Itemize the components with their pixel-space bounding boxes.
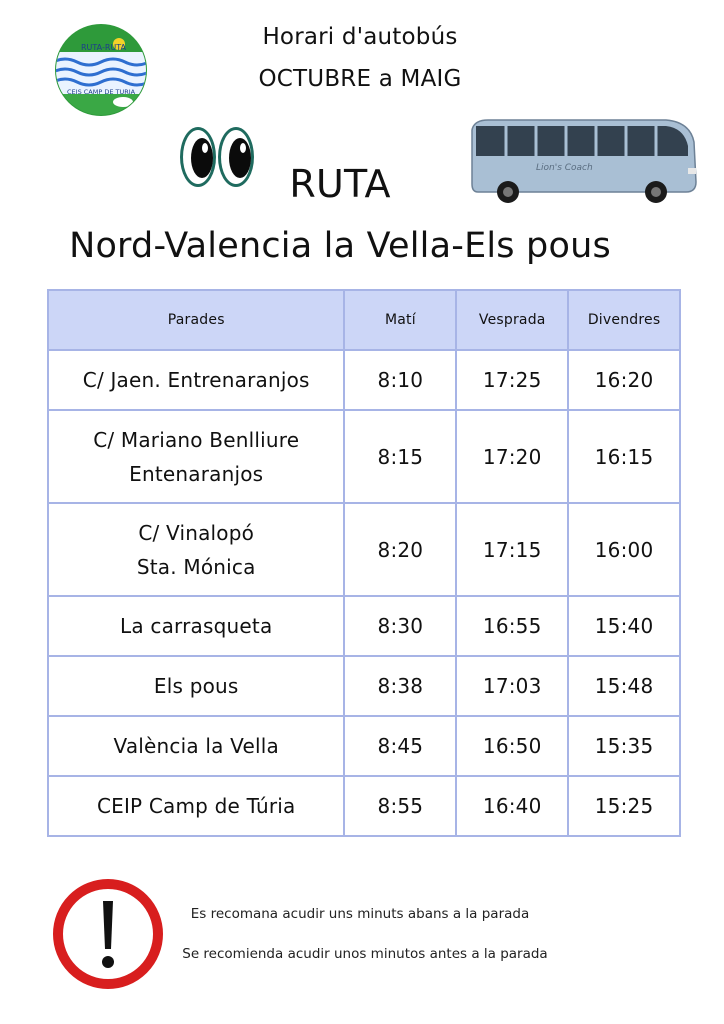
afternoon-time: 16:50 [456,716,568,776]
ruta-heading: RUTA [289,162,391,206]
table-row [48,776,680,836]
school-logo [53,22,149,118]
table-row [48,656,680,716]
friday-time: 15:48 [568,656,680,716]
friday-time: 16:15 [568,410,680,503]
table-row [48,350,680,410]
stop-name: C/ Vinalopó Sta. Mónica [48,503,344,596]
table-header-row [48,290,680,350]
friday-time: 15:40 [568,596,680,656]
morning-time: 8:20 [344,503,456,596]
header-afternoon: Vesprada [456,290,568,350]
friday-time: 16:00 [568,503,680,596]
table-row [48,503,680,596]
stop-name: La carrasqueta [48,596,344,656]
morning-time: 8:45 [344,716,456,776]
bus-brand-text: Lion's Coach [536,163,593,173]
note-valencian: Es recomana acudir uns minuts abans a la parada [190,906,530,922]
afternoon-time: 17:03 [456,656,568,716]
stop-name: C/ Mariano Benlliure Entenaranjos [48,410,344,503]
logo-top-text: RUTA-RUTA [81,43,127,52]
morning-time: 8:55 [344,776,456,836]
logo-bottom-text: CEIS CAMP DE TURIA [67,88,136,96]
stop-name: CEIP Camp de Túria [48,776,344,836]
morning-time: 8:10 [344,350,456,410]
stop-name: Els pous [48,656,344,716]
table-row [48,596,680,656]
afternoon-time: 17:25 [456,350,568,410]
afternoon-time: 16:55 [456,596,568,656]
morning-time: 8:30 [344,596,456,656]
morning-time: 8:38 [344,656,456,716]
friday-time: 16:20 [568,350,680,410]
header-stops: Parades [48,290,344,350]
exclamation-warning-icon [53,879,163,989]
table-row [48,410,680,503]
bus-timetable [47,289,681,837]
afternoon-time: 17:20 [456,410,568,503]
page-subtitle-period: OCTUBRE a MAIG [258,66,462,92]
header-morning: Matí [344,290,456,350]
stop-name: C/ Jaen. Entrenaranjos [48,350,344,410]
afternoon-time: 16:40 [456,776,568,836]
morning-time: 8:15 [344,410,456,503]
stop-name: València la Vella [48,716,344,776]
page-title: Horari d'autobús [262,24,458,50]
afternoon-time: 17:15 [456,503,568,596]
route-name: Nord-Valencia la Vella-Els pous [69,226,611,266]
header-friday: Divendres [568,290,680,350]
friday-time: 15:35 [568,716,680,776]
note-spanish: Se recomienda acudir unos minutos antes a la parada [182,946,548,962]
friday-time: 15:25 [568,776,680,836]
table-row [48,716,680,776]
bus-icon [466,112,702,208]
